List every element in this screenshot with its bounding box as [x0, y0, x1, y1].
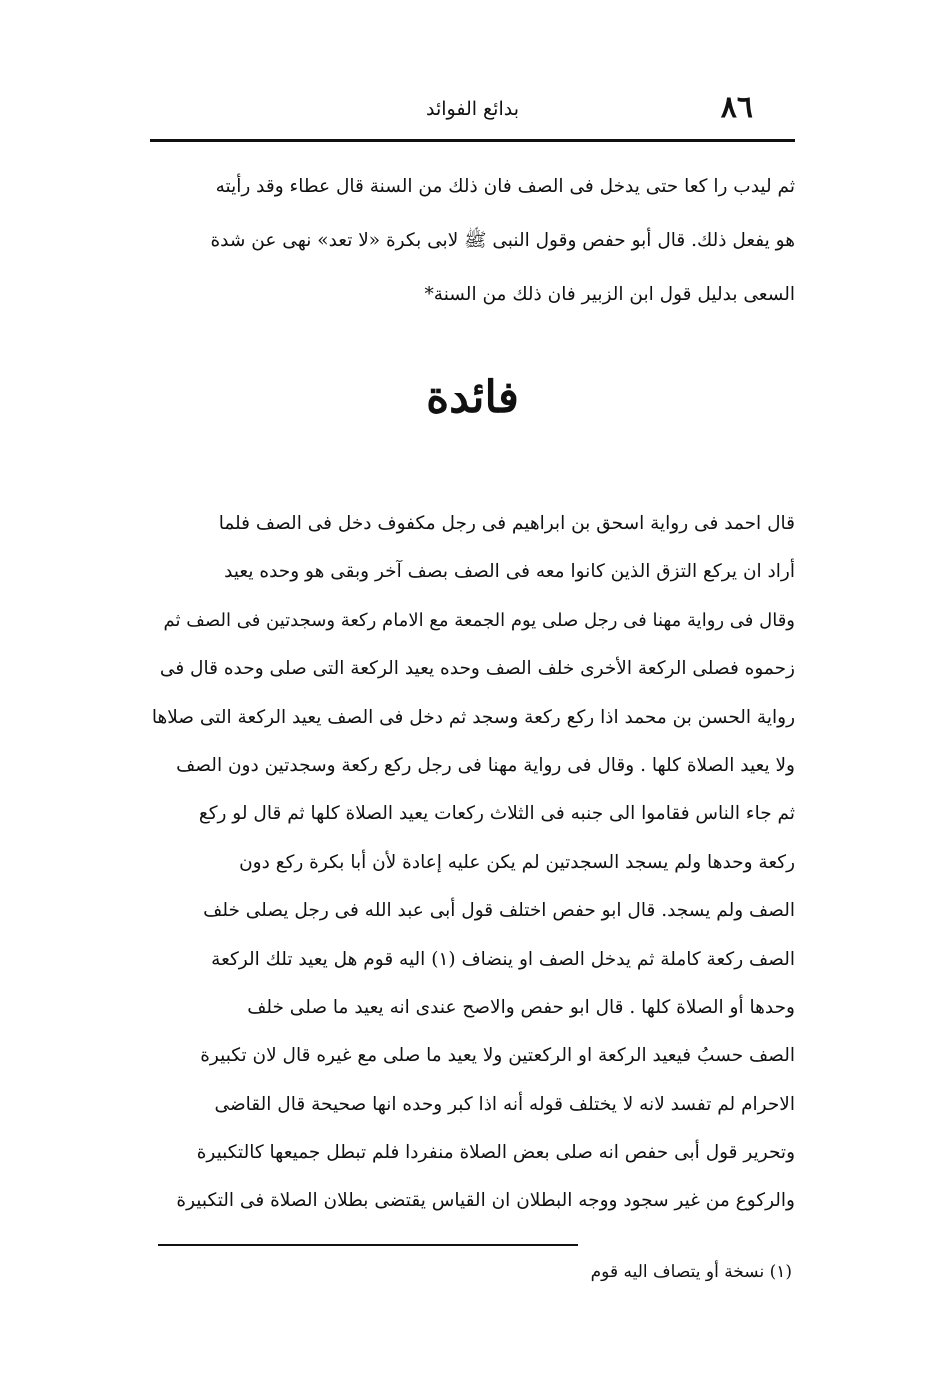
header-rule	[150, 139, 795, 142]
text-line: وحدها أو الصلاة كلها . قال ابو حفص والاصح عندى انه يعيد ما صلى خلف	[247, 996, 795, 1018]
footnote-rule	[158, 1244, 578, 1246]
text-line: الصف ولم يسجد. قال ابو حفص اختلف قول أبى عبد الله فى رجل يصلى خلف	[203, 900, 795, 922]
text-line: ثم ليدب را كعا حتى يدخل فى الصف فان ذلك من السنة قال عطاء وقد رأيته	[215, 176, 795, 197]
text-line: ولا يعيد الصلاة كلها . وقال فى رواية مهنا فى رجل ركع ركعة وسجدتين دون الصف	[176, 754, 795, 776]
text-line: السعى بدليل قول ابن الزبير فان ذلك من السنة*	[424, 284, 795, 305]
page-header	[150, 88, 795, 134]
main-paragraph	[150, 500, 795, 1226]
top-paragraph	[150, 160, 795, 322]
text-line: الصف حسبُ فيعيد الركعة او الركعتين ولا يعيد ما صلى مع غيره قال لان تكبيرة	[200, 1045, 795, 1067]
text-line: ركعة وحدها ولم يسجد السجدتين لم يكن عليه إعادة لأن أبا بكرة ركع دون	[239, 851, 795, 873]
running-title: بدائع الفوائد	[425, 98, 519, 120]
text-line: الاحرام لم تفسد لانه لا يختلف قوله أنه اذا كبر وحده انها صحيحة قال القاضى	[214, 1093, 795, 1115]
text-line: وقال فى رواية مهنا فى رجل صلى يوم الجمعة مع الامام ركعة وسجدتين فى الصف ثم	[163, 609, 795, 631]
text-line: ثم جاء الناس فقاموا الى جنبه فى الثلاث ركعات يعيد الصلاة كلها ثم قال لو ركع	[198, 803, 795, 825]
text-line: الصف ركعة كاملة ثم يدخل الصف او ينضاف (١) اليه قوم هل يعيد تلك الركعة	[211, 948, 795, 970]
text-line: قال احمد فى رواية اسحق بن ابراهيم فى رجل مكفوف دخل فى الصف فلما	[218, 513, 795, 534]
text-line: هو يفعل ذلك. قال أبو حفص وقول النبى ﷺ لابى بكرة «لا تعد» نهى عن شدة	[210, 230, 795, 251]
footnote: (١) نسخة أو يتصاف اليه قوم	[590, 1262, 792, 1282]
text-line: والركوع من غير سجود ووجه البطلان ان القياس يقتضى بطلان الصلاة فى التكبيرة	[176, 1190, 795, 1212]
page-number: ٨٦	[720, 90, 753, 125]
text-line: رواية الحسن بن محمد اذا ركع ركعة وسجد ثم دخل فى الصف يعيد الركعة التى صلاها	[151, 706, 795, 728]
text-line: زحموه فصلى الركعة الأخرى خلف الصف وحده يعيد الركعة التى صلى وحده قال فى	[159, 658, 795, 680]
text-line: أراد ان يركع التزق الذين كانوا معه فى الصف بصف آخر وبقى هو وحده يعيد	[224, 561, 795, 583]
section-heading: فائدة	[426, 372, 519, 423]
text-line: وتحرير قول أبى حفص انه صلى بعض الصلاة منفردا فلم تبطل جميعها كالتكبيرة	[196, 1142, 795, 1164]
